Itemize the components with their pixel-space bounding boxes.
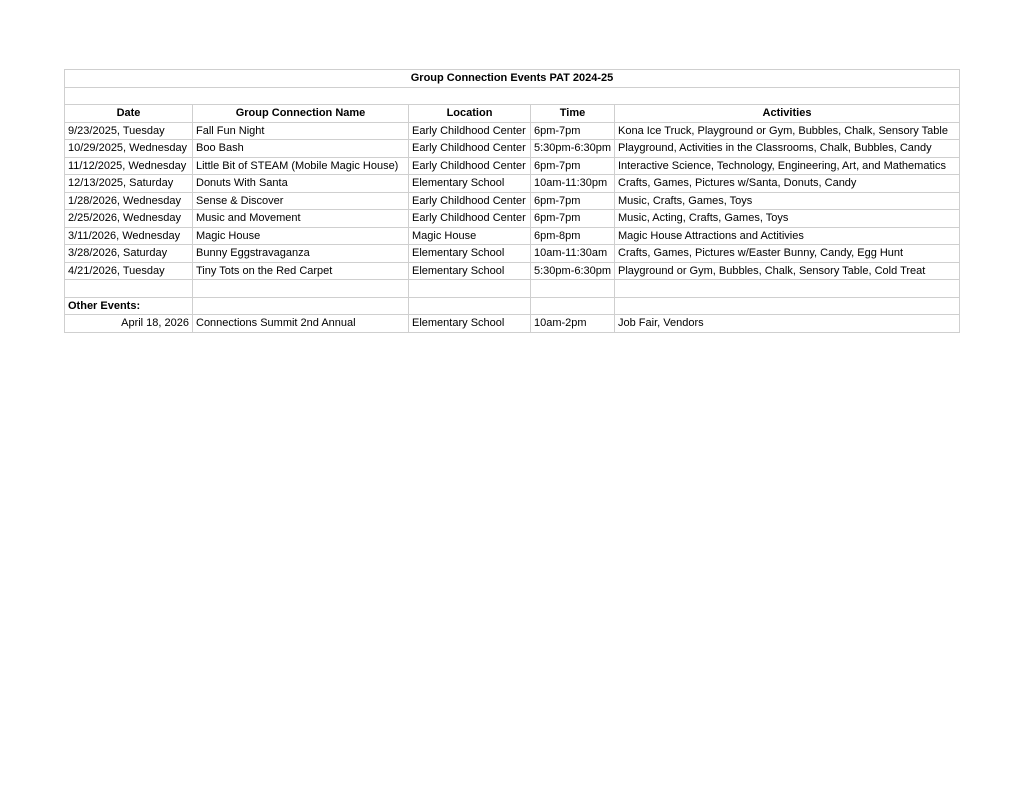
- cell-activities: Music, Crafts, Games, Toys: [615, 192, 960, 210]
- cell-location: Early Childhood Center: [409, 192, 531, 210]
- cell-name: Connections Summit 2nd Annual: [193, 315, 409, 333]
- cell-date: 11/12/2025, Wednesday: [65, 157, 193, 175]
- cell-date: 3/11/2026, Wednesday: [65, 227, 193, 245]
- cell-time: 6pm-7pm: [531, 210, 615, 228]
- other-events-label: Other Events:: [65, 297, 193, 315]
- header-date: Date: [65, 105, 193, 123]
- cell-time: 6pm-7pm: [531, 192, 615, 210]
- cell-name: Bunny Eggstravaganza: [193, 245, 409, 263]
- cell-time: 5:30pm-6:30pm: [531, 140, 615, 158]
- cell-date: 10/29/2025, Wednesday: [65, 140, 193, 158]
- cell-location: Magic House: [409, 227, 531, 245]
- cell-name: Donuts With Santa: [193, 175, 409, 193]
- event-rows: [65, 122, 960, 280]
- header-name: Group Connection Name: [193, 105, 409, 123]
- cell-location: Elementary School: [409, 175, 531, 193]
- header-time: Time: [531, 105, 615, 123]
- other-events-label-row: [65, 297, 960, 315]
- cell-time: 10am-11:30am: [531, 245, 615, 263]
- events-spreadsheet: [64, 69, 960, 333]
- cell-location: Elementary School: [409, 262, 531, 280]
- blank-row: [65, 280, 960, 298]
- cell-date: April 18, 2026: [65, 315, 193, 333]
- cell-name: Sense & Discover: [193, 192, 409, 210]
- cell-activities: Interactive Science, Technology, Engineering, Art, and Mathematics: [615, 157, 960, 175]
- cell-time: 6pm-7pm: [531, 157, 615, 175]
- cell-name: Little Bit of STEAM (Mobile Magic House): [193, 157, 409, 175]
- header-activities: Activities: [615, 105, 960, 123]
- cell-date: 1/28/2026, Wednesday: [65, 192, 193, 210]
- cell-activities: Kona Ice Truck, Playground or Gym, Bubbles, Chalk, Sensory Table: [615, 122, 960, 140]
- table-row: [65, 262, 960, 280]
- table-row: [65, 245, 960, 263]
- cell-location: Elementary School: [409, 315, 531, 333]
- cell-location: Early Childhood Center: [409, 122, 531, 140]
- cell-activities: Music, Acting, Crafts, Games, Toys: [615, 210, 960, 228]
- cell-date: 9/23/2025, Tuesday: [65, 122, 193, 140]
- cell-activities: Playground or Gym, Bubbles, Chalk, Sensory Table, Cold Treat: [615, 262, 960, 280]
- cell-name: Tiny Tots on the Red Carpet: [193, 262, 409, 280]
- other-event-rows: [65, 315, 960, 333]
- table-row: [65, 122, 960, 140]
- table-row: [65, 210, 960, 228]
- header-location: Location: [409, 105, 531, 123]
- table-row: [65, 175, 960, 193]
- table-row: [65, 227, 960, 245]
- cell-name: Music and Movement: [193, 210, 409, 228]
- cell-time: 6pm-8pm: [531, 227, 615, 245]
- cell-date: 2/25/2026, Wednesday: [65, 210, 193, 228]
- cell-date: 12/13/2025, Saturday: [65, 175, 193, 193]
- table-row: [65, 157, 960, 175]
- cell-location: Early Childhood Center: [409, 140, 531, 158]
- table-row: [65, 192, 960, 210]
- table-row: [65, 140, 960, 158]
- cell-activities: Magic House Attractions and Actitivies: [615, 227, 960, 245]
- cell-time: 5:30pm-6:30pm: [531, 262, 615, 280]
- cell-location: Early Childhood Center: [409, 210, 531, 228]
- cell-activities: Crafts, Games, Pictures w/Easter Bunny, Candy, Egg Hunt: [615, 245, 960, 263]
- table-row: [65, 315, 960, 333]
- cell-date: 3/28/2026, Saturday: [65, 245, 193, 263]
- cell-location: Elementary School: [409, 245, 531, 263]
- cell-location: Early Childhood Center: [409, 157, 531, 175]
- cell-time: 10am-2pm: [531, 315, 615, 333]
- title-row: [65, 70, 960, 88]
- cell-time: 6pm-7pm: [531, 122, 615, 140]
- cell-activities: Crafts, Games, Pictures w/Santa, Donuts, Candy: [615, 175, 960, 193]
- sheet-title: Group Connection Events PAT 2024-25: [65, 70, 960, 88]
- blank-row: [65, 87, 960, 105]
- header-row: [65, 105, 960, 123]
- cell-name: Fall Fun Night: [193, 122, 409, 140]
- cell-activities: Job Fair, Vendors: [615, 315, 960, 333]
- cell-date: 4/21/2026, Tuesday: [65, 262, 193, 280]
- cell-name: Magic House: [193, 227, 409, 245]
- cell-time: 10am-11:30pm: [531, 175, 615, 193]
- cell-name: Boo Bash: [193, 140, 409, 158]
- cell-activities: Playground, Activities in the Classrooms, Chalk, Bubbles, Candy: [615, 140, 960, 158]
